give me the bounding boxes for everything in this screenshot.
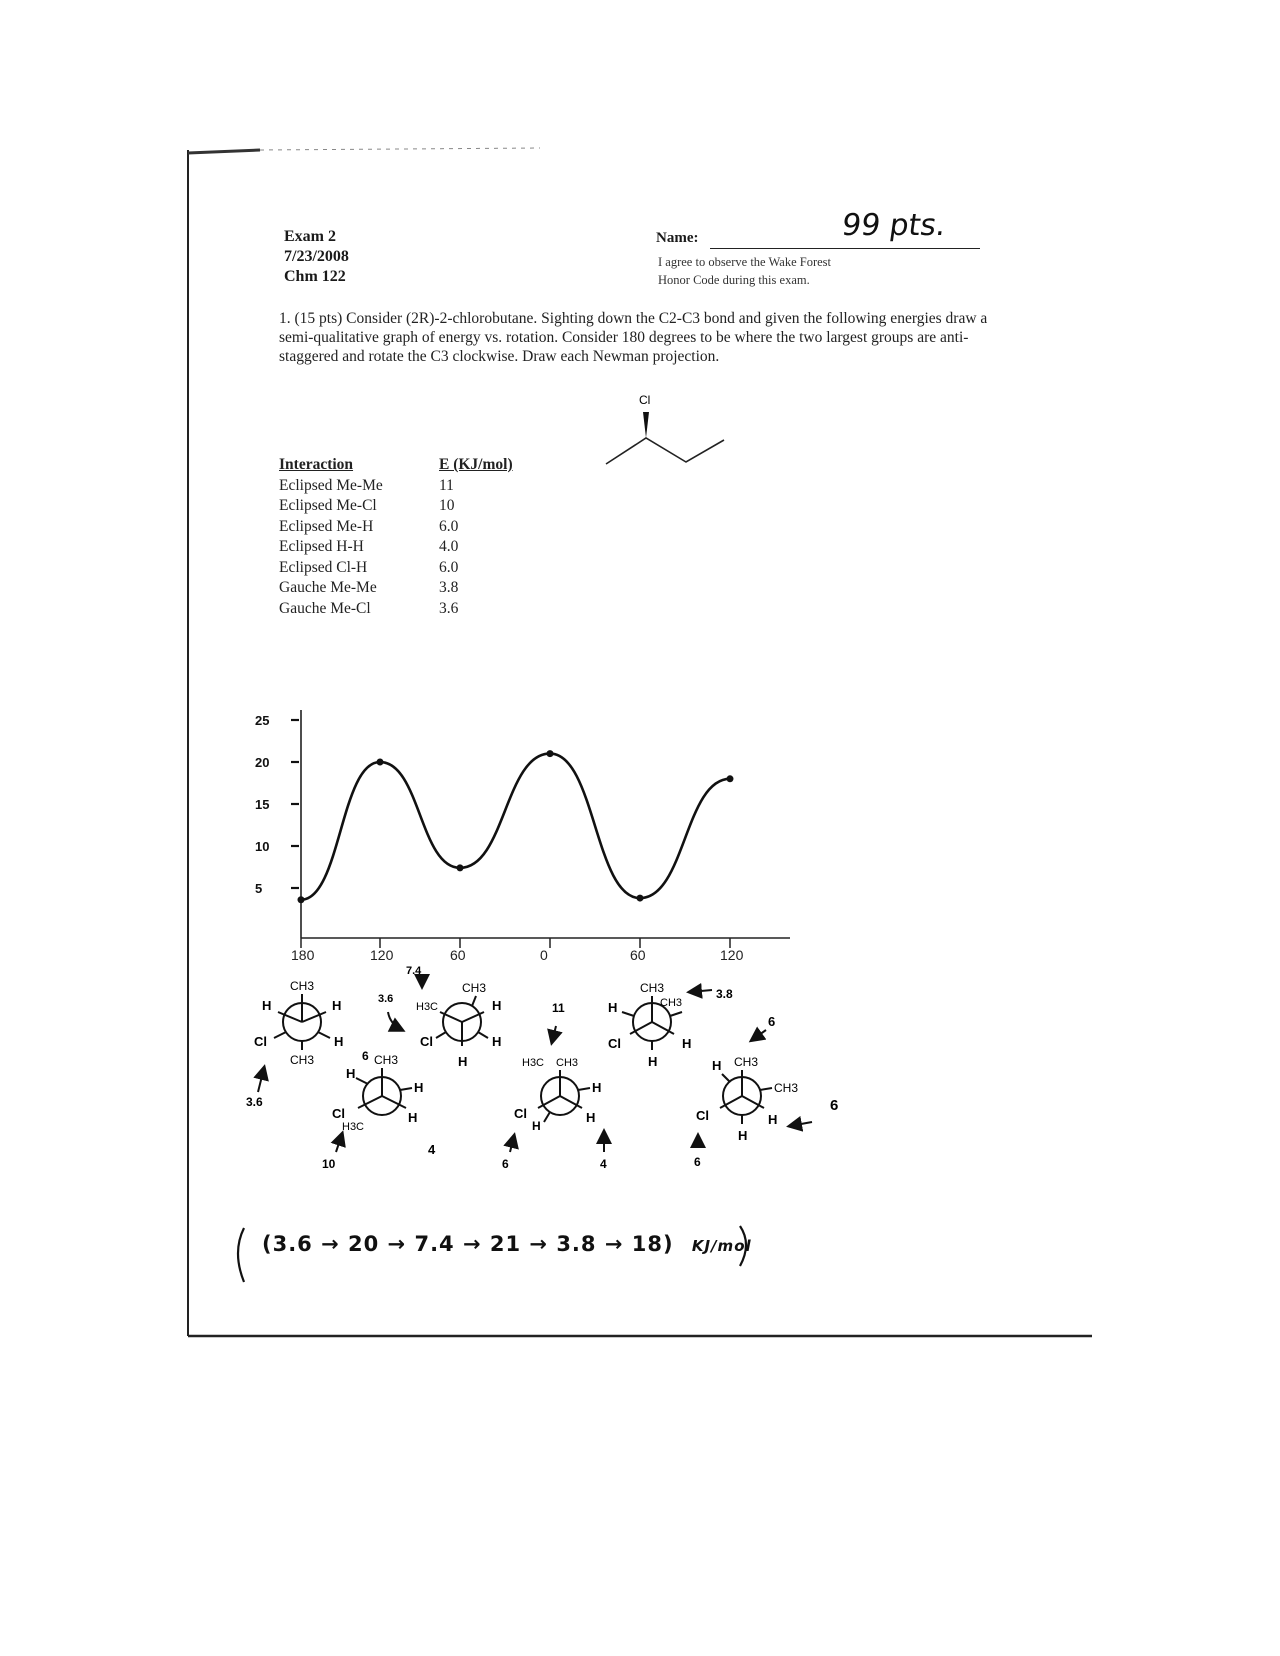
newman-p4 xyxy=(502,1001,607,1171)
p1-energy: 3.6 xyxy=(246,1095,263,1109)
p2-top: CH3 xyxy=(374,1053,399,1067)
p6-energy-bottom: 6 xyxy=(694,1155,701,1169)
p6-top: CH3 xyxy=(734,1055,759,1069)
name-label: Name: xyxy=(656,230,699,246)
interaction-cell: Eclipsed Me-H xyxy=(279,517,374,535)
p2-right: H xyxy=(414,1080,424,1095)
p2-lower-left-b: H3C xyxy=(342,1121,365,1133)
y-tick-label: 10 xyxy=(255,839,270,854)
table-row xyxy=(279,496,513,517)
carbon-chain xyxy=(606,438,724,464)
p5-top-right: CH3 xyxy=(660,997,683,1009)
newman-p1 xyxy=(246,979,343,1109)
p5-top: CH3 xyxy=(640,981,665,995)
molecule-2-chlorobutane xyxy=(600,390,730,470)
p1-back-bottom: CH3 xyxy=(290,1053,315,1067)
p5-bottom: H xyxy=(648,1054,658,1069)
x-tick-label: 0 xyxy=(540,947,548,963)
y-tick-label: 20 xyxy=(255,755,270,770)
p4-note-top: 11 xyxy=(552,1001,565,1015)
p5-right: H xyxy=(682,1036,692,1051)
p6-energy-top: 6 xyxy=(768,1014,776,1029)
data-point xyxy=(457,864,464,871)
p5-lower-left: Cl xyxy=(608,1036,621,1051)
question-text: 1. (15 pts) Consider (2R)-2-chlorobutane. Sighting down the C2-C3 bond and given the following energies draw a semi-qualitative graph of energy vs. rotation. Consider 180 degrees to be where the two largest groups are anti-staggered and rotate the C3 clockwise. Draw each Newman projection. xyxy=(279,310,988,365)
p4-top-left: H3C xyxy=(522,1057,545,1069)
table-row xyxy=(279,578,513,599)
y-tick-label: 5 xyxy=(255,881,263,896)
newman-p2 xyxy=(322,1049,436,1171)
p6-bottom: H xyxy=(738,1128,748,1143)
p3-left: H3C xyxy=(416,1001,439,1013)
energy-curve xyxy=(301,754,730,900)
p4-lower-right: H xyxy=(586,1110,596,1125)
p3-lower-left: Cl xyxy=(420,1034,433,1049)
wedge-bond xyxy=(643,412,649,438)
x-tick-label: 180 xyxy=(291,947,315,963)
energy-cell: 4.0 xyxy=(439,538,459,555)
data-point xyxy=(377,759,384,766)
score-handwritten: 99 pts. xyxy=(839,208,949,243)
energy-cell: 6.0 xyxy=(439,558,459,576)
interaction-cell: Gauche Me-Me xyxy=(279,579,377,596)
x-tick-label: 120 xyxy=(720,947,744,963)
x-tick-label: 60 xyxy=(450,947,466,963)
energy-cell: 3.6 xyxy=(439,599,459,617)
energy-cell: 6.0 xyxy=(439,517,459,535)
p3-top: CH3 xyxy=(462,981,487,995)
p2-lower-right: H xyxy=(408,1110,418,1125)
interaction-cell: Eclipsed Me-Cl xyxy=(279,497,377,514)
y-tick-label: 25 xyxy=(255,713,270,728)
table-row xyxy=(279,476,513,497)
energy-cell: 10 xyxy=(439,497,455,514)
x-tick-label: 120 xyxy=(370,947,394,963)
course-code: Chm 122 xyxy=(284,268,346,285)
data-point xyxy=(727,775,734,782)
table-header-interaction: Interaction xyxy=(279,456,354,473)
summary-units: KJ/mol xyxy=(691,1237,752,1255)
energy-chart xyxy=(230,700,830,990)
p4-energy-right: 4 xyxy=(600,1157,607,1171)
p3-note-top: 7.4 xyxy=(406,965,422,977)
p6-right: CH3 xyxy=(774,1081,799,1095)
p5-note-energy: 3.8 xyxy=(716,987,733,1001)
p4-top-right: CH3 xyxy=(556,1057,579,1069)
p2-lower-left: Cl xyxy=(332,1106,345,1121)
exam-header xyxy=(284,227,349,287)
p3-right: H xyxy=(492,998,502,1013)
p6-lower-left: Cl xyxy=(696,1108,709,1123)
data-point xyxy=(547,750,554,757)
p1-front-right: H xyxy=(332,998,342,1013)
summary-sequence: (3.6 → 20 → 7.4 → 21 → 3.8 → 18) xyxy=(262,1232,674,1256)
data-point xyxy=(637,895,644,902)
interaction-cell: Eclipsed H-H xyxy=(279,538,364,555)
p2-energy: 10 xyxy=(322,1157,336,1171)
newman-p6 xyxy=(694,1014,838,1169)
interaction-cell: Eclipsed Me-Me xyxy=(279,476,383,494)
energy-cell: 3.8 xyxy=(439,579,459,596)
x-tick-label: 60 xyxy=(630,947,646,963)
exam-title: Exam 2 xyxy=(284,228,336,245)
p3-lower-right: H xyxy=(492,1034,502,1049)
exam-date: 7/23/2008 xyxy=(284,248,349,265)
table-header-energy: E (KJ/mol) xyxy=(439,456,513,473)
chlorine-label: Cl xyxy=(639,393,651,407)
table-row xyxy=(279,537,513,558)
p5-left: H xyxy=(608,1000,618,1015)
p6-lower-right: H xyxy=(768,1112,778,1127)
p4-lower-left: Cl xyxy=(514,1106,527,1121)
table-row xyxy=(279,599,513,620)
p3-bottom: H xyxy=(458,1054,468,1069)
energy-summary xyxy=(262,1232,752,1256)
table-row xyxy=(279,517,513,538)
p1-back-left: Cl xyxy=(254,1034,267,1049)
energy-table xyxy=(279,455,513,619)
interaction-cell: Eclipsed Cl-H xyxy=(279,558,368,576)
p1-front-left: H xyxy=(262,998,272,1013)
newman-projections xyxy=(240,960,880,1200)
p1-back-right: H xyxy=(334,1034,344,1049)
p1-front-top: CH3 xyxy=(290,979,315,993)
p3-note-left: 3.6 xyxy=(378,993,394,1005)
interaction-cell: Gauche Me-Cl xyxy=(279,599,371,617)
p4-right: H xyxy=(592,1080,602,1095)
p2-note-right: 4 xyxy=(428,1142,436,1157)
p6-energy-right: 6 xyxy=(830,1097,839,1114)
energy-cell: 11 xyxy=(439,476,454,494)
newman-p5 xyxy=(608,981,733,1069)
p2-energy-top: 6 xyxy=(362,1049,369,1063)
p4-lower-left-b: H xyxy=(532,1119,541,1133)
y-tick-label: 15 xyxy=(255,797,270,812)
p6-top-left: H xyxy=(712,1058,722,1073)
name-field xyxy=(710,248,980,249)
data-point xyxy=(298,896,305,903)
p4-energy-left: 6 xyxy=(502,1157,509,1171)
honor-code: I agree to observe the Wake Forest Honor Code during this exam. xyxy=(658,255,832,287)
p2-top-left: H xyxy=(346,1066,356,1081)
table-body xyxy=(279,476,513,620)
table-row xyxy=(279,558,513,579)
